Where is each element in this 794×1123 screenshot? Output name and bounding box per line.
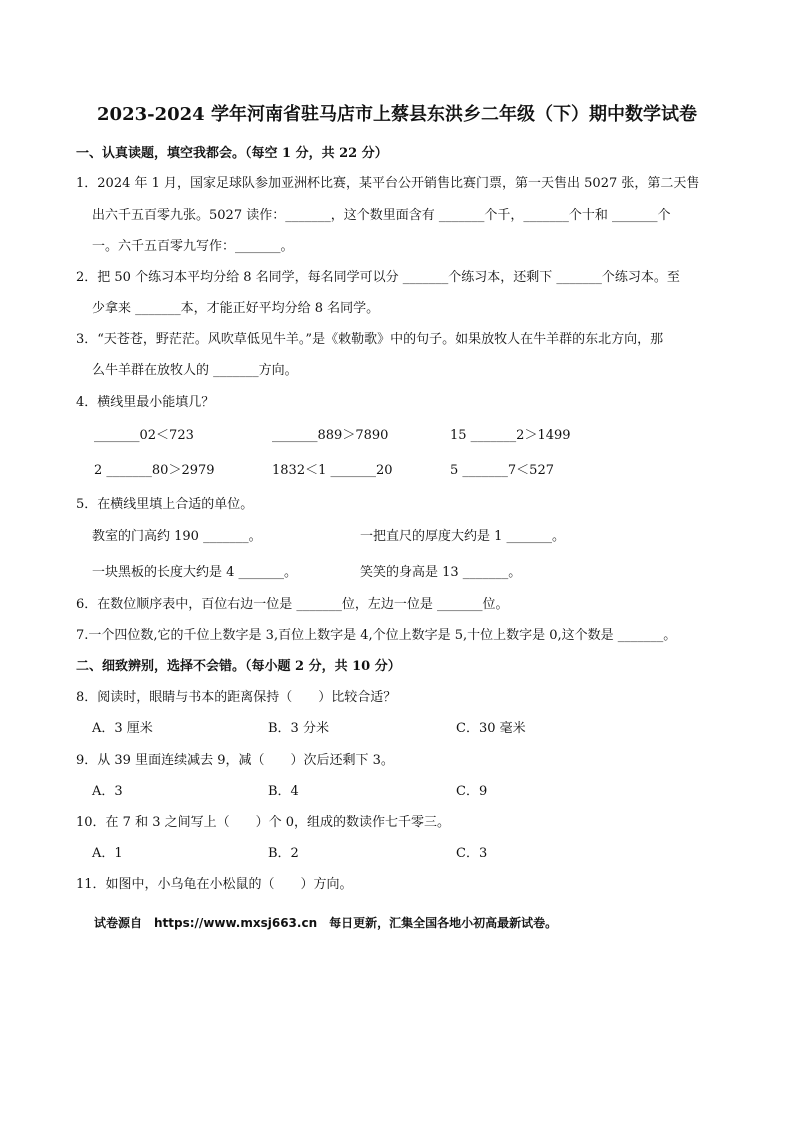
q5-item: 教室的门高约 190 _______。: [92, 529, 262, 544]
q5-stem: 5．在横线里填上合适的单位。: [76, 497, 254, 512]
q7: 7.一个四位数,它的千位上数字是 3,百位上数字是 4,个位上数字是 5,十位上数字是 0,这个数是 _______。: [76, 628, 677, 643]
page-title: 2023-2024 学年河南省驻马店市上蔡县东洪乡二年级（下）期中数学试卷: [97, 104, 697, 125]
q9-option-c: C．9: [456, 784, 488, 799]
q4-item: _______02＜723: [94, 428, 194, 443]
q5-item: 笑笑的身高是 13 _______。: [360, 565, 522, 580]
q8-option-b: B．3 分米: [268, 721, 329, 736]
footer-source: 试卷源自 https://www.mxsj663.cn 每日更新，汇集全国各地小初高最新试卷。: [94, 916, 558, 930]
q11-stem: 11．如图中，小乌龟在小松鼠的（ ）方向。: [76, 877, 353, 892]
q10-option-a: A．1: [92, 846, 123, 861]
q10-option-b: B．2: [268, 846, 299, 861]
section-2-heading: 二、细致辨别，选择不会错。（每小题 2 分，共 10 分）: [76, 659, 401, 674]
section-1-heading: 一、认真读题，填空我都会。（每空 1 分，共 22 分）: [76, 146, 388, 161]
q9-option-b: B．4: [268, 784, 299, 799]
q4-stem: 4．横线里最小能填几？: [76, 395, 215, 410]
q10-stem: 10．在 7 和 3 之间写上（ ）个 0，组成的数读作七千零三。: [76, 815, 451, 830]
q5-item: 一把直尺的厚度大约是 1 _______。: [360, 529, 566, 544]
q8-option-a: A．3 厘米: [92, 721, 153, 736]
q2-line2: 少拿来 _______本，才能正好平均分给 8 名同学。: [92, 301, 380, 316]
q4-item: 15 _______2＞1499: [450, 428, 571, 443]
q1-line2: 出六千五百零九张。5027 读作：_______，这个数里面含有 _______个千，_______个十和 _______个: [92, 208, 671, 223]
q8-stem: 8．阅读时，眼睛与书本的距离保持（ ）比较合适？: [76, 690, 397, 705]
q5-item: 一块黑板的长度大约是 4 _______。: [92, 565, 298, 580]
q6: 6．在数位顺序表中，百位右边一位是 _______位，左边一位是 _______位。: [76, 597, 509, 612]
q4-item: 1832＜1 _______20: [272, 463, 393, 478]
q4-item: 5 _______7＜527: [450, 463, 554, 478]
q3-line1: 3．“天苍苍，野茫茫。风吹草低见牛羊。”是《敕勒歌》中的句子。如果放牧人在牛羊群的东北方向，那: [76, 332, 664, 347]
q4-item: _______889＞7890: [272, 428, 389, 443]
q4-item: 2 _______80＞2979: [94, 463, 215, 478]
q1-line3: 一。六千五百零九写作：_______。: [92, 239, 294, 254]
q10-option-c: C．3: [456, 846, 488, 861]
q2-line1: 2．把 50 个练习本平均分给 8 名同学，每名同学可以分 _______个练习本，还剩下 _______个练习本。至: [76, 270, 680, 285]
q8-option-c: C．30 毫米: [456, 721, 526, 736]
q9-option-a: A．3: [92, 784, 123, 799]
q1-line1: 1．2024 年 1 月，国家足球队参加亚洲杯比赛，某平台公开销售比赛门票，第一天售出 5027 张，第二天售: [76, 176, 700, 191]
q9-stem: 9．从 39 里面连续减去 9，减（ ）次后还剩下 3。: [76, 753, 394, 768]
q3-line2: 么牛羊群在放牧人的 _______方向。: [92, 363, 298, 378]
